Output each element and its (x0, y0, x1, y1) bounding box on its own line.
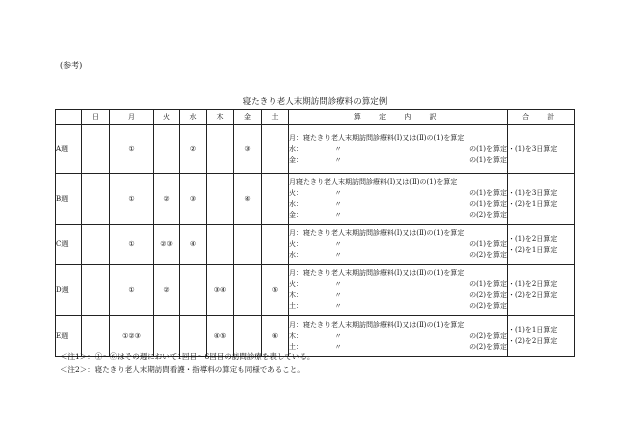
breakdown-line (289, 155, 507, 166)
cell-tue (154, 125, 180, 174)
reference-label: (参考) (60, 61, 83, 70)
header-fri: 金 (234, 110, 262, 125)
footnote-2: ＜注2＞：寝たきり老人末期訪問看護・指導料の算定も同様であること。 (60, 365, 305, 374)
breakdown-line (289, 177, 507, 188)
breakdown-cell (289, 316, 508, 357)
breakdown-cell (289, 265, 508, 316)
total-line: ・(2)を1日算定 (508, 200, 558, 208)
cell-sun (82, 225, 110, 265)
cell-wed: ③ (180, 174, 207, 225)
breakdown-line (289, 144, 507, 155)
cell-mon: ① (110, 125, 154, 174)
calculation-table (55, 109, 575, 357)
breakdown-right: の(2)を算定 (469, 211, 507, 219)
total-line: ・(1)を1日算定 (508, 326, 558, 334)
header-row (56, 110, 575, 125)
breakdown-cell (289, 225, 508, 265)
header-thu: 木 (207, 110, 234, 125)
cell-sat: ⑥ (262, 316, 289, 357)
breakdown-line (289, 133, 507, 144)
breakdown-right: の(2)を算定 (469, 302, 507, 310)
week-label: C週 (56, 225, 82, 265)
cell-fri (234, 265, 262, 316)
cell-sat: ⑤ (262, 265, 289, 316)
total-line: ・(1)を3日算定 (508, 189, 558, 197)
header-total: 合 計 (508, 110, 575, 125)
header-breakdown: 算 定 内 訳 (289, 110, 508, 125)
breakdown-cell (289, 125, 508, 174)
week-label: A週 (56, 125, 82, 174)
cell-thu (207, 125, 234, 174)
breakdown-right: の(2)を算定 (469, 291, 507, 299)
cell-sat (262, 125, 289, 174)
cell-fri (234, 225, 262, 265)
breakdown-right: の(1)を算定 (469, 280, 507, 288)
total-line: ・(1)を2日算定 (508, 280, 558, 288)
header-week (56, 110, 82, 125)
week-label: B週 (56, 174, 82, 225)
breakdown-text: 水： 〃 (289, 200, 342, 208)
header-tue: 火 (154, 110, 180, 125)
breakdown-right: の(1)を算定 (469, 200, 507, 208)
table-row (56, 225, 575, 265)
breakdown-text: 月寝たきり老人末期訪問診療料(Ⅰ)又は(Ⅱ)の(1)を算定 (289, 178, 458, 186)
breakdown-line (289, 239, 507, 250)
breakdown-text: 水： 〃 (289, 251, 342, 259)
week-label: E週 (56, 316, 82, 357)
cell-sun (82, 174, 110, 225)
total-cell (508, 225, 575, 265)
cell-mon: ① (110, 225, 154, 265)
breakdown-cell (289, 174, 508, 225)
cell-thu: ④⑤ (207, 316, 234, 357)
total-cell (508, 316, 575, 357)
breakdown-text: 月：寝たきり老人末期訪問診療料(Ⅰ)又は(Ⅱ)の(1)を算定 (289, 320, 465, 329)
cell-wed (180, 265, 207, 316)
breakdown-right: の(1)を算定 (469, 144, 507, 153)
breakdown-text: 土： 〃 (289, 302, 342, 310)
total-cell (508, 174, 575, 225)
page-title: 寝たきり老人末期訪問診療料の算定例 (242, 97, 388, 107)
cell-wed: ② (180, 125, 207, 174)
breakdown-text: 金： 〃 (289, 155, 342, 164)
breakdown-text: 木： 〃 (289, 291, 342, 299)
breakdown-text: 火： 〃 (289, 189, 342, 197)
header-mon: 月 (110, 110, 154, 125)
breakdown-right: の(1)を算定 (469, 240, 507, 248)
cell-mon: ①②③ (110, 316, 154, 357)
breakdown-line (289, 331, 507, 342)
total-cell (508, 265, 575, 316)
cell-sun (82, 265, 110, 316)
breakdown-text: 火： 〃 (289, 280, 342, 288)
total-line: ・(2)を1日算定 (508, 245, 558, 254)
table-row (56, 265, 575, 316)
cell-tue: ②③ (154, 225, 180, 265)
breakdown-text: 金： 〃 (289, 211, 342, 219)
breakdown-line (289, 268, 507, 279)
header-wed: 水 (180, 110, 207, 125)
breakdown-text: 月：寝たきり老人末期訪問診療料(Ⅰ)又は(Ⅱ)の(1)を算定 (289, 133, 465, 142)
breakdown-line (289, 199, 507, 210)
breakdown-text: 木： 〃 (289, 331, 342, 340)
breakdown-line (289, 290, 507, 301)
breakdown-line (289, 188, 507, 199)
week-label: D週 (56, 265, 82, 316)
total-line: ・(1)を3日算定 (508, 144, 558, 153)
cell-thu: ③④ (207, 265, 234, 316)
total-cell (508, 125, 575, 174)
breakdown-text: 月：寝たきり老人末期訪問診療料(Ⅰ)又は(Ⅱ)の(1)を算定 (289, 269, 465, 277)
cell-sat (262, 225, 289, 265)
footnotes (60, 350, 314, 376)
header-sun: 日 (82, 110, 110, 125)
breakdown-line (289, 228, 507, 239)
cell-sat (262, 174, 289, 225)
breakdown-line (289, 320, 507, 331)
table-row (56, 125, 575, 174)
breakdown-line (289, 301, 507, 312)
cell-fri: ④ (234, 174, 262, 225)
cell-thu (207, 174, 234, 225)
total-line: ・(2)を2日算定 (508, 337, 558, 345)
breakdown-right: の(2)を算定 (469, 331, 507, 340)
breakdown-right: の(1)を算定 (469, 189, 507, 197)
cell-fri: ③ (234, 125, 262, 174)
table-row (56, 174, 575, 225)
breakdown-line (289, 279, 507, 290)
header-sat: 土 (262, 110, 289, 125)
cell-thu (207, 225, 234, 265)
footnote-1: ＜注1＞：①～⑥はその週において1回目～6回目の訪問診療を表している。 (60, 352, 315, 361)
breakdown-right: の(2)を算定 (469, 251, 507, 259)
breakdown-line (289, 210, 507, 221)
cell-mon: ① (110, 265, 154, 316)
breakdown-right: の(2)を算定 (469, 342, 507, 351)
breakdown-text: 水： 〃 (289, 144, 342, 153)
cell-tue: ② (154, 265, 180, 316)
cell-mon: ① (110, 174, 154, 225)
total-line: ・(1)を2日算定 (508, 234, 558, 243)
breakdown-right: の(1)を算定 (469, 155, 507, 164)
breakdown-line (289, 250, 507, 261)
breakdown-line (289, 342, 507, 353)
cell-wed: ④ (180, 225, 207, 265)
breakdown-text: 土： 〃 (289, 342, 342, 351)
cell-tue: ② (154, 174, 180, 225)
breakdown-text: 月：寝たきり老人末期訪問診療料(Ⅰ)又は(Ⅱ)の(1)を算定 (289, 229, 465, 237)
total-line: ・(2)を2日算定 (508, 291, 558, 299)
cell-sun (82, 125, 110, 174)
breakdown-text: 火： 〃 (289, 240, 342, 248)
